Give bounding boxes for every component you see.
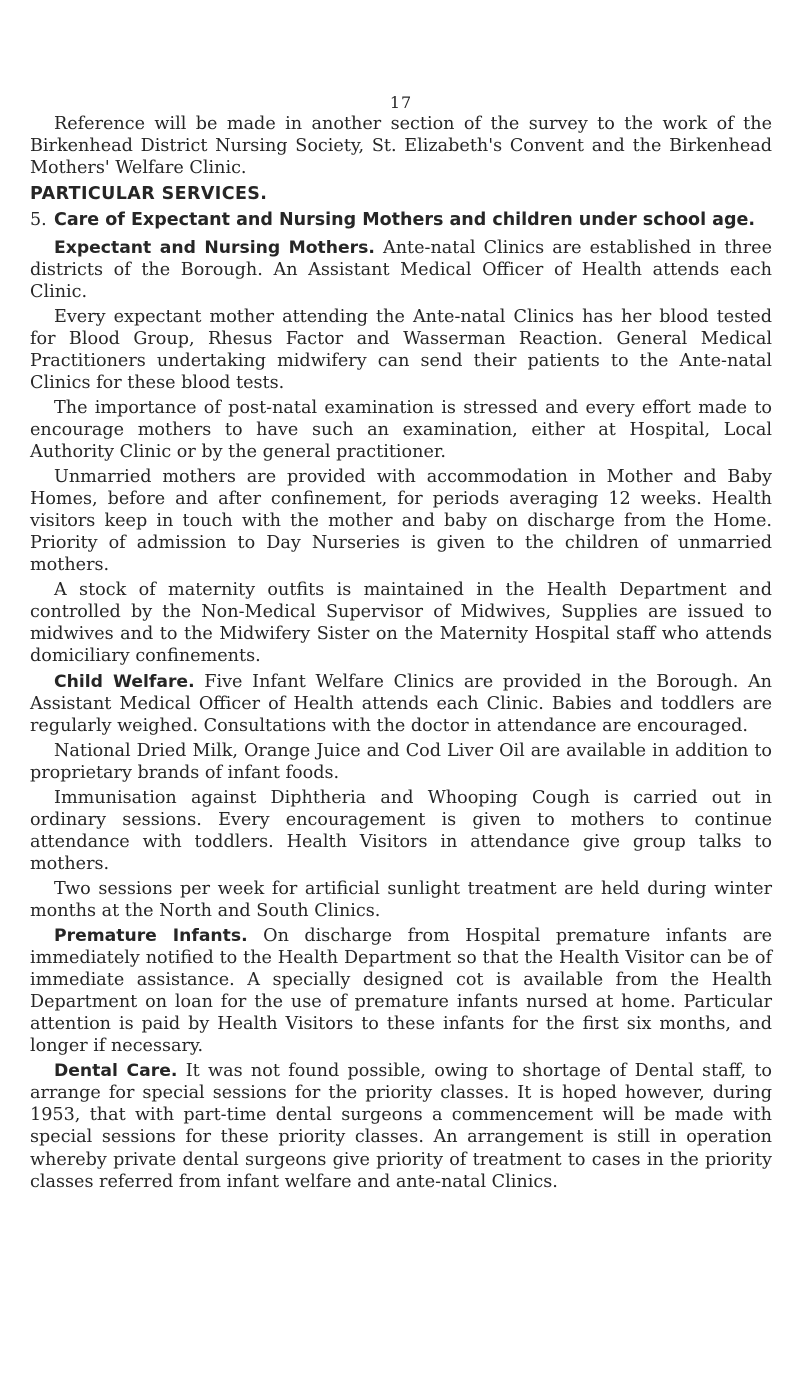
- intro-paragraph: Reference will be made in another section of the survey to the work of the Birkenhead District Nursing Society, St. Elizabeth's Convent and the Birkenhead Mothers' Welfare Clinic.: [30, 114, 772, 179]
- child-welfare-paragraph-2: National Dried Milk, Orange Juice and Cod Liver Oil are available in addition to proprietary brands of infant foods.: [30, 740, 772, 783]
- item-title: Care of Expectant and Nursing Mothers and children under school age.: [54, 210, 756, 231]
- child-welfare-heading: Child Welfare.: [54, 671, 195, 692]
- dental-text-1: It was not found possible, owing to shortage of Dental staff, to arrange for special sessions for the priority classes. It is hoped however, during 1953, that with part-time dental surgeons a commencement will be made with special sessions for these priority classes. An arrangement is still in operation whereby private dental surgeons give priority of treatment to cases in the priority classes referred from infant welfare and ante-natal Clinics.: [30, 1061, 772, 1192]
- child-welfare-paragraph-3: Immunisation against Diphtheria and Whooping Cough is carried out in ordinary sessions. Every encouragement is given to mothers to continue attendance with toddlers. Health Visitors in attendance give group talks to mothers.: [30, 787, 772, 874]
- expectant-heading: Expectant and Nursing Mothers.: [54, 237, 375, 258]
- child-welfare-paragraph-1: [30, 671, 772, 737]
- expectant-text-1: Ante-natal Clinics are established in three districts of the Borough. An Assistant Medical Officer of Health attends each Clinic.: [30, 237, 772, 302]
- section-heading: PARTICULAR SERVICES.: [30, 184, 268, 205]
- page-content: [30, 113, 772, 1196]
- child-welfare-paragraph-4: Two sessions per week for artificial sunlight treatment are held during winter months at the North and South Clinics.: [30, 878, 772, 921]
- premature-text-1: On discharge from Hospital premature infants are immediately notified to the Health Department so that the Health Visitor can be of immediate assistance. A specially designed cot is available from the Health Department on loan for the use of premature infants nursed at home. Particular attention is paid by Health Visitors to these infants for the first six months, and longer if necessary.: [30, 926, 773, 1057]
- expectant-paragraph-2: Every expectant mother attending the Ante-natal Clinics has her blood tested for Blood Group, Rhesus Factor and Wasserman Reaction. General Medical Practitioners undertaking midwifery can send their patients to the Ante-natal Clinics for these blood tests.: [30, 306, 772, 393]
- item-number: 5.: [30, 210, 47, 231]
- expectant-paragraph-5: A stock of maternity outfits is maintained in the Health Department and controlled by the Non-Medical Supervisor of Midwives, Supplies are issued to midwives and to the Midwifery Sister on the Maternity Hospital staff who attends domiciliary confinements.: [30, 580, 772, 667]
- expectant-paragraph-3: The importance of post-natal examination is stressed and every effort made to encourage mothers to have such an examination, either at Hospital, Local Authority Clinic or by the general practitioner.: [30, 397, 772, 463]
- dental-heading: Dental Care.: [54, 1061, 178, 1082]
- expectant-paragraph-1: [30, 237, 772, 303]
- page-number: 17: [389, 93, 413, 112]
- numbered-item: [30, 209, 772, 232]
- child-welfare-text-1: Five Infant Welfare Clinics are provided in the Borough. An Assistant Medical Officer of Health attends each Clinic. Babies and toddlers are regularly weighed. Consultations with the doctor in attendance are encouraged.: [30, 671, 773, 736]
- expectant-paragraph-4: Unmarried mothers are provided with accommodation in Mother and Baby Homes, before and after confinement, for periods averaging 12 weeks. Health visitors keep in touch with the mother and baby on discharge from the Home. Priority of admission to Day Nurseries is given to the children of unmarried mothers.: [30, 467, 772, 576]
- premature-paragraph-1: [30, 925, 772, 1057]
- dental-paragraph-1: [30, 1060, 772, 1192]
- premature-heading: Premature Infants.: [54, 926, 248, 947]
